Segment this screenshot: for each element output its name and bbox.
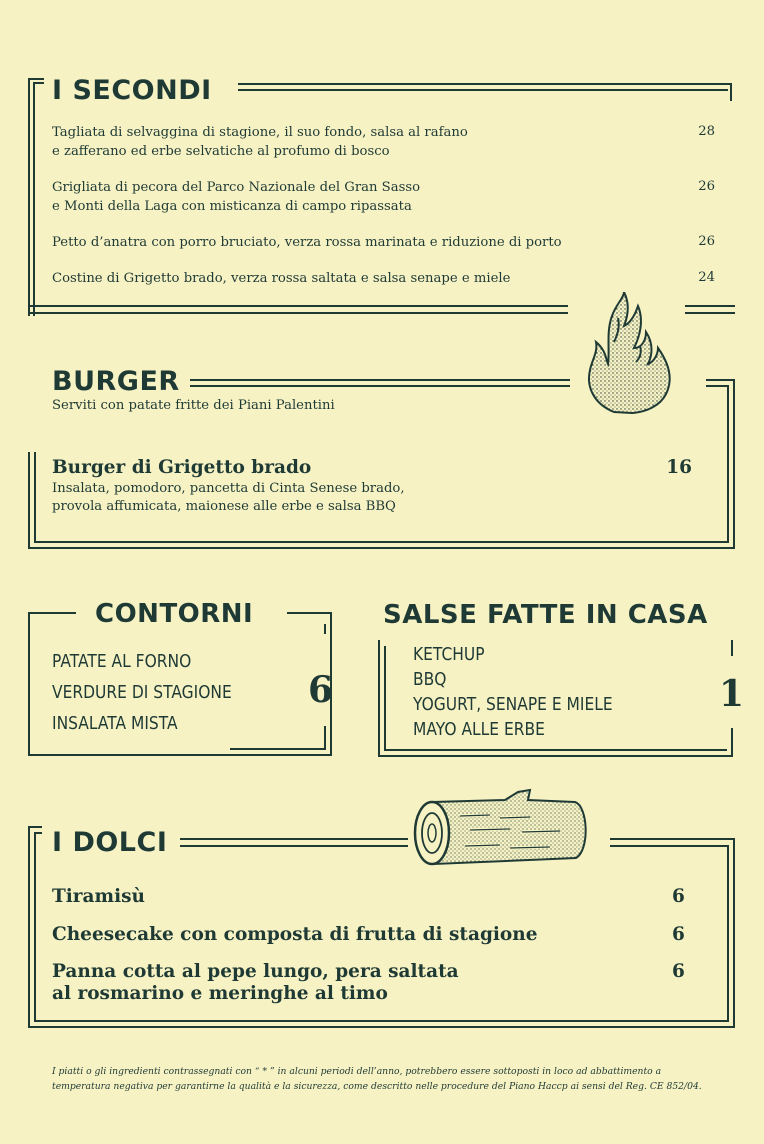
frame-line [190,385,570,387]
list-item: BBQ [413,669,447,690]
frame-line [731,728,733,757]
frame-line [238,83,732,85]
frame-line [706,385,729,387]
frame-line [28,452,30,549]
menu-item [52,178,652,216]
frame-line [733,379,735,549]
description-line: Insalata, pomodoro, pancetta di Cinta Senese brado, [52,481,405,496]
frame-line [610,845,729,847]
frame-line [610,838,735,840]
frame-line [727,385,729,543]
frame-line [28,826,42,828]
description-line: provola affumicata, maionese alle erbe e salsa BBQ [52,499,396,514]
frame-line [685,312,735,314]
item-price: 16 [666,457,692,478]
item-name: Cheesecake con composta di frutta di stagione [52,924,538,945]
section-price: 1 [719,673,745,715]
item-name-line: Grigliata di pecora del Parco Nazionale del Gran Sasso [52,180,421,195]
section-title: CONTORNI [95,599,254,629]
frame-line [28,78,44,80]
frame-line [34,832,42,834]
frame-line [34,541,729,543]
frame-line [727,845,729,1022]
menu-item [52,123,652,161]
item-price: 26 [698,234,715,249]
section-subtitle: Serviti con patate fritte dei Piani Palentini [52,398,335,413]
item-name-line: e zafferano ed erbe selvatiche al profumo di bosco [52,144,390,159]
contorni-list [52,646,261,739]
frame-line [378,755,733,757]
frame-line [731,640,733,656]
flame-icon [584,292,676,414]
frame-line [180,838,408,840]
frame-line [230,748,326,750]
frame-line [730,83,732,101]
section-title: I SECONDI [52,75,212,106]
frame-line [28,305,568,307]
section-title: SALSE FATTE IN CASA [383,600,708,630]
item-name-line: Tagliata di selvaggina di stagione, il suo fondo, salsa al rafano [52,125,468,140]
frame-line [28,612,76,614]
item-name-line: al rosmarino e meringhe al timo [52,983,388,1004]
frame-line [384,749,727,751]
footer-line: I piatti o gli ingredienti contrassegnati con “ * ” in alcuni periodi dell’anno, potrebbero essere sottoposti in loco ad abbattimento a [52,1066,662,1077]
item-name [52,961,459,1005]
frame-line [238,89,728,91]
section-price: 6 [308,669,334,711]
item-name-line: Petto d’anatra con porro bruciato, verza rossa marinata e riduzione di porto [52,235,562,250]
item-price: 24 [698,270,715,285]
frame-line [34,452,36,543]
item-name: Burger di Grigetto brado [52,457,312,478]
list-item: VERDURE DI STAGIONE [52,682,232,703]
item-price: 6 [672,924,685,945]
frame-line [180,845,408,847]
frame-line [324,624,326,634]
frame-line [190,379,570,381]
frame-line [34,832,36,1022]
list-item: INSALATA MISTA [52,713,178,734]
frame-line [324,726,326,748]
frame-line [33,82,44,84]
footer-note [52,1064,752,1094]
item-price: 28 [698,124,715,139]
frame-line [28,547,735,549]
list-item: YOGURT, SENAPE E MIELE [413,694,613,715]
frame-line [33,82,35,316]
frame-line [28,78,30,316]
item-name: Tiramisù [52,886,145,907]
frame-line [28,312,568,314]
frame-line [28,1026,735,1028]
item-price: 6 [672,961,685,982]
frame-line [384,646,386,751]
frame-line [685,305,735,307]
list-item: KETCHUP [413,644,485,665]
frame-line [706,379,735,381]
log-icon [410,788,592,870]
menu-item [52,269,652,288]
salse-list [413,642,645,742]
section-title: I DOLCI [52,827,168,858]
item-name-line: e Monti della Laga con misticanza di campo ripassata [52,199,412,214]
footer-line: temperatura negativa per garantirne la qualità e la sicurezza, come descritto nelle procedure del Piano Haccp ai sensi del Reg. CE 852/04. [52,1081,702,1092]
item-price: 26 [698,179,715,194]
frame-line [28,612,30,756]
item-price: 6 [672,886,685,907]
frame-line [378,640,380,757]
frame-line [28,754,332,756]
list-item: PATATE AL FORNO [52,651,192,672]
item-description [52,480,405,516]
frame-line [34,1020,729,1022]
menu-item [52,233,652,252]
list-item: MAYO ALLE ERBE [413,719,545,740]
frame-line [287,612,332,614]
frame-line [733,838,735,1028]
item-name-line: Panna cotta al pepe lungo, pera saltata [52,961,459,982]
frame-line [28,826,30,1028]
section-title: BURGER [52,366,180,397]
item-name-line: Costine di Grigetto brado, verza rossa saltata e salsa senape e miele [52,271,511,286]
